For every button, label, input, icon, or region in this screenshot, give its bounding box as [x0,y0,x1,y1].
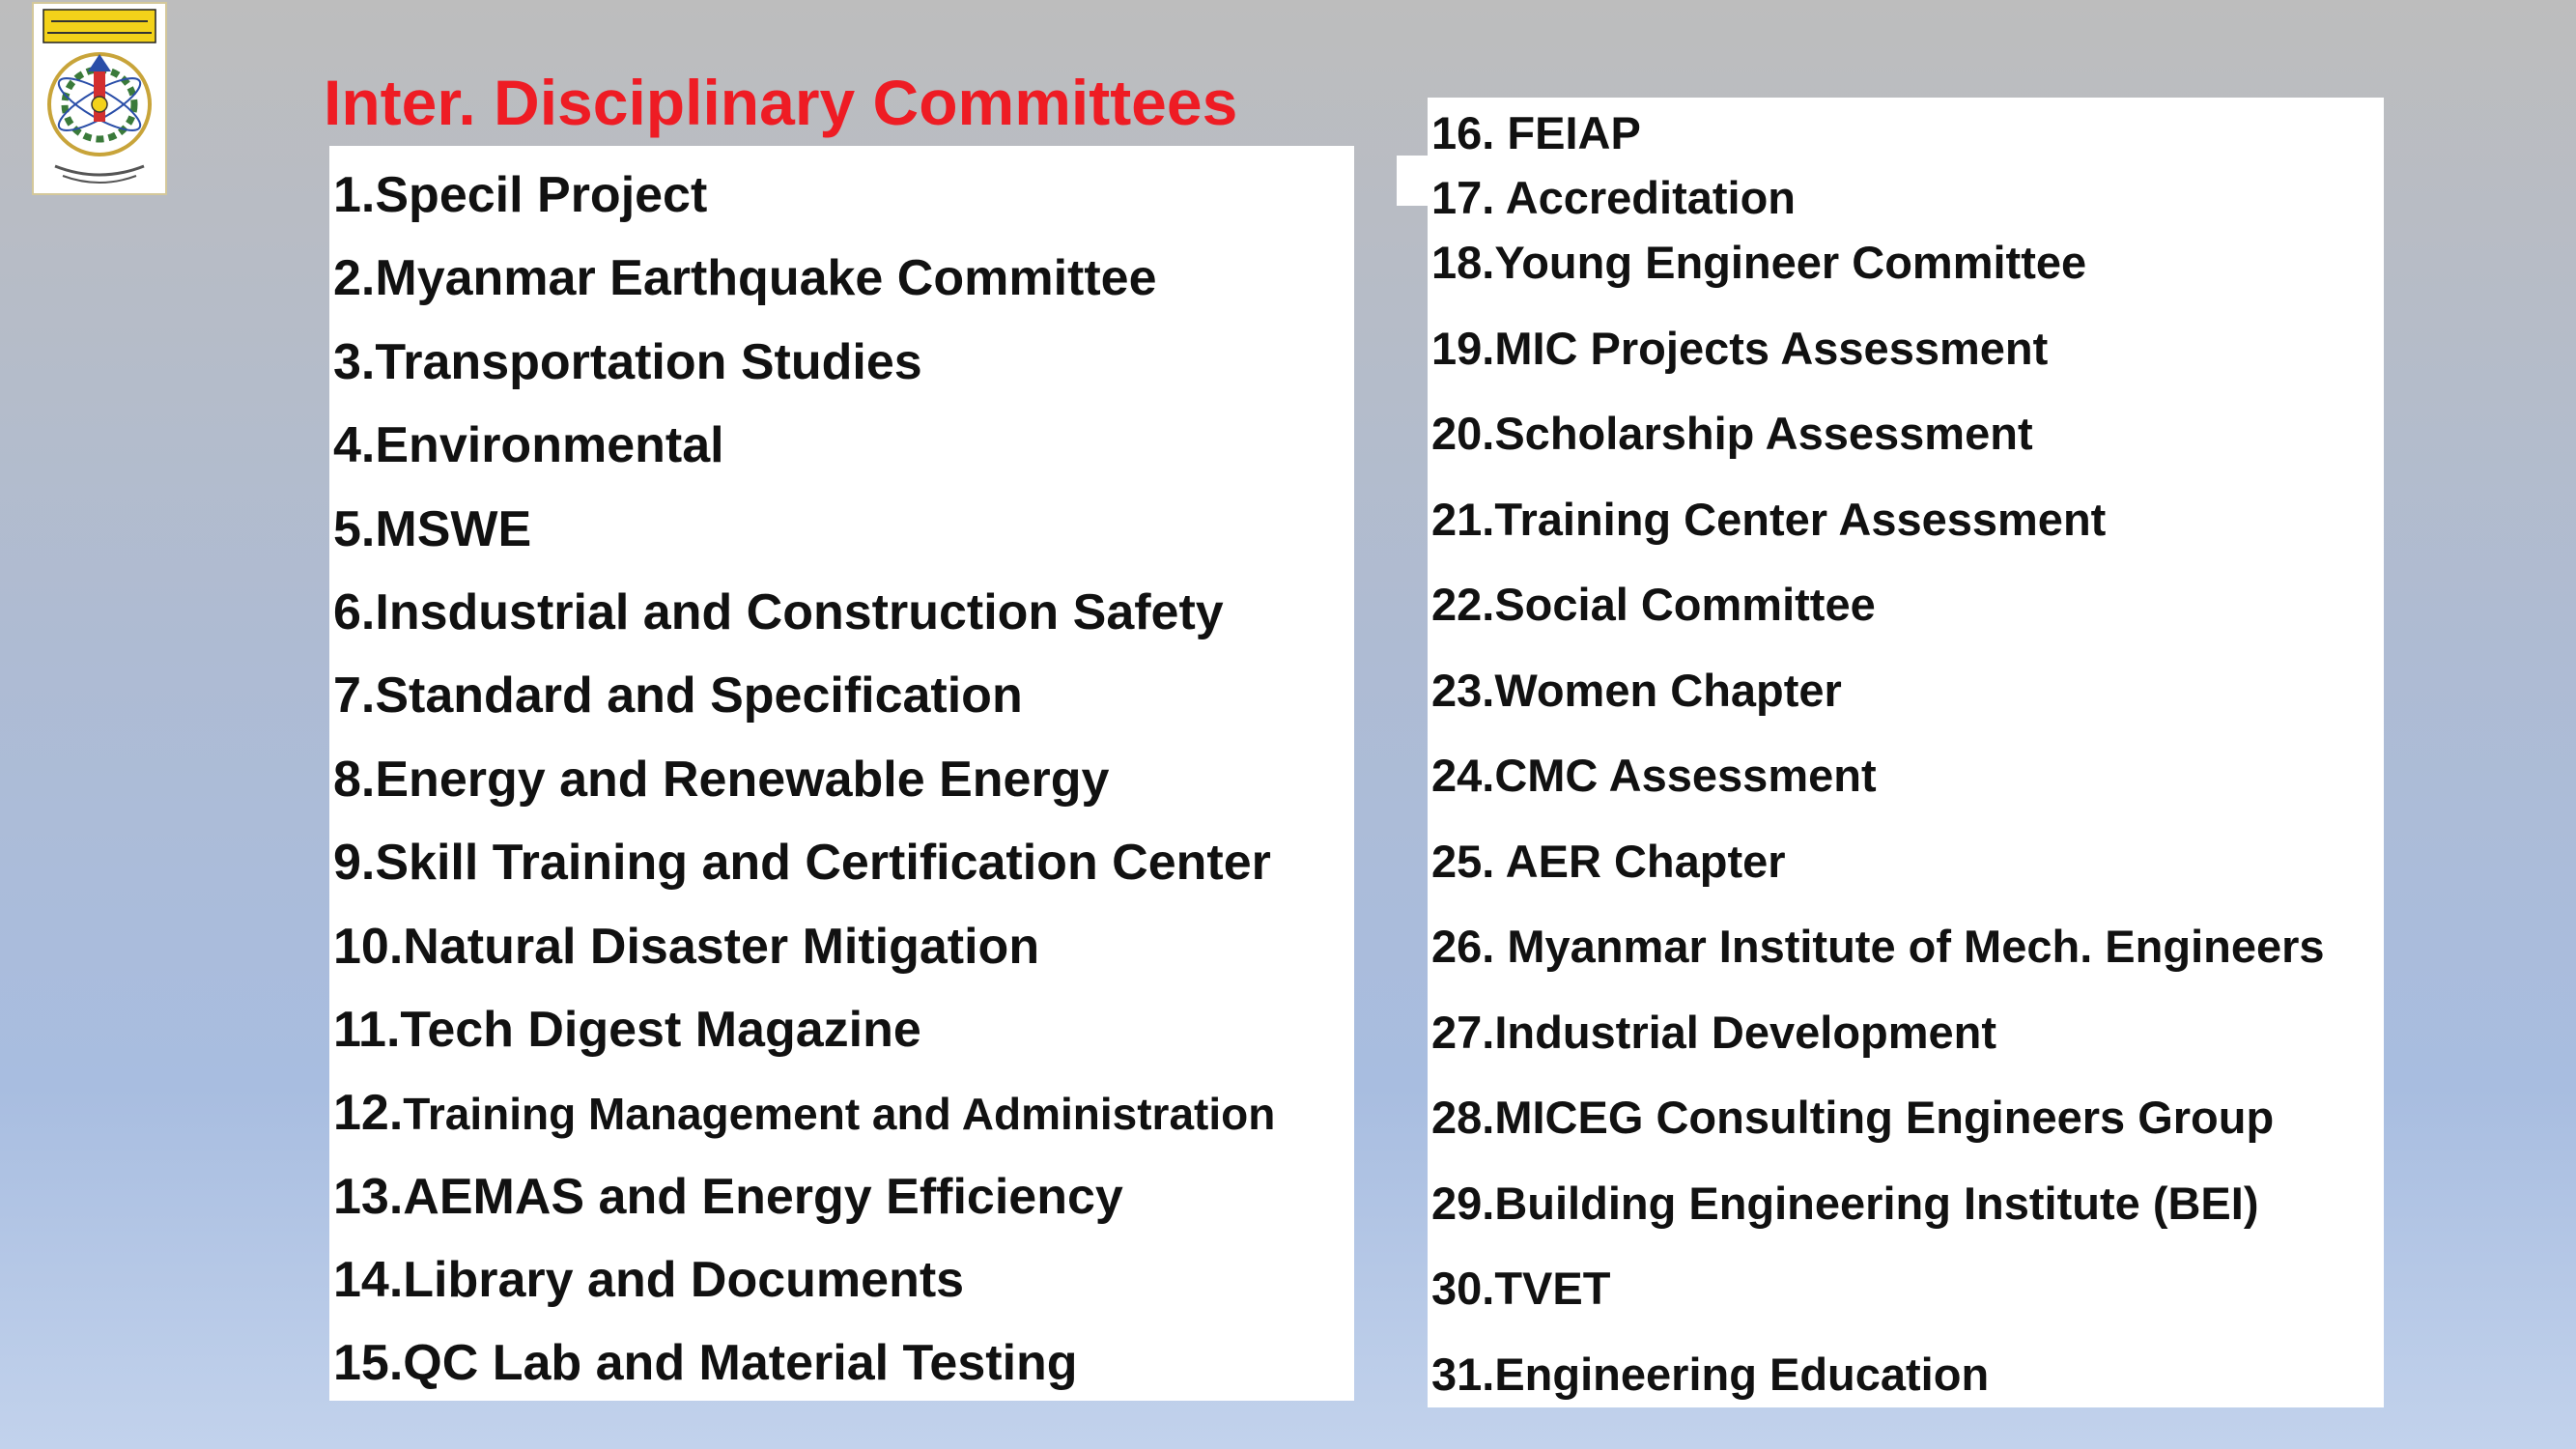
list-item: 6.Insdustrial and Construction Safety [333,583,1224,640]
list-item: 8.Energy and Renewable Energy [333,751,1110,808]
page-title: Inter. Disciplinary Committees [324,67,1238,138]
list-item: 28.MICEG Consulting Engineers Group [1431,1092,2275,1143]
list-item: 10.Natural Disaster Mitigation [333,918,1040,975]
right-committee-list [1431,232,2325,1429]
fmes-emblem-icon [34,4,165,193]
list-item: 31.Engineering Education [1431,1348,1990,1400]
list-item: 15.QC Lab and Material Testing [333,1335,1078,1392]
list-item: 30.TVET [1431,1263,1611,1314]
list-item: 19.MIC Projects Assessment [1431,322,2049,374]
list-item: 16. FEIAP [1431,107,1641,158]
left-committee-list [333,160,1275,1412]
fmes-logo [32,2,167,195]
list-item: 11.Tech Digest Magazine [333,1001,921,1058]
list-item: 24.CMC Assessment [1431,750,1877,801]
list-item: 23.Women Chapter [1431,664,1842,716]
panel-notch [1397,156,1430,206]
list-item: 14.Library and Documents [333,1252,965,1309]
list-item: 13.AEMAS and Energy Efficiency [333,1168,1123,1225]
list-item: 27.Industrial Development [1431,1006,1997,1058]
list-item: 3.Transportation Studies [333,333,922,390]
list-item: 4.Environmental [333,417,724,474]
list-item: 2.Myanmar Earthquake Committee [333,250,1157,307]
list-item: 9.Skill Training and Certification Center [333,835,1271,892]
list-item: 25. AER Chapter [1431,835,1786,887]
list-item: 12.Training Management and Administration [333,1085,1276,1142]
list-item: 26. Myanmar Institute of Mech. Engineers [1431,921,2325,972]
list-item: 20.Scholarship Assessment [1431,408,2033,459]
right-committee-list-top [1431,104,1796,234]
list-item: 22.Social Committee [1431,579,1876,630]
list-item: 29.Building Engineering Institute (BEI) [1431,1177,2259,1229]
list-item: 18.Young Engineer Committee [1431,237,2087,288]
list-item: 17. Accreditation [1431,172,1796,223]
list-item: 5.MSWE [333,500,532,557]
list-item: 21.Training Center Assessment [1431,493,2107,545]
list-item: 7.Standard and Specification [333,668,1023,724]
list-item: 1.Specil Project [333,167,708,223]
